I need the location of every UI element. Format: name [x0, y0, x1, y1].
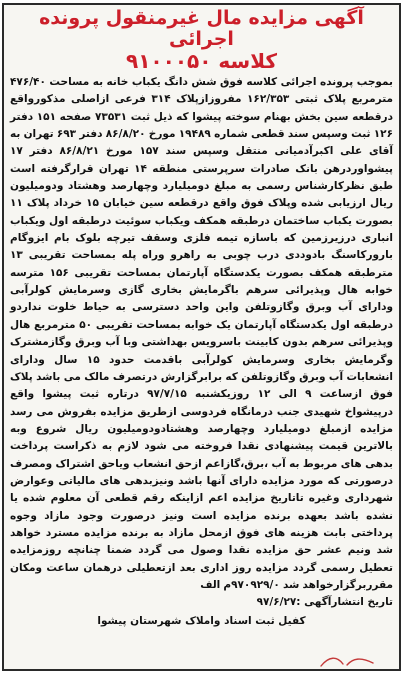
publication-date: تاریخ انتشارآگهی :۹۷/۶/۲۷: [256, 596, 393, 609]
notice-frame: [2, 3, 401, 671]
notice-headline: آگهی مزایده مال غیرمنقول پرونده اجرائی: [39, 7, 364, 50]
handwritten-pen-mark: [317, 654, 377, 668]
file-number: کلاسه ۹۱۰۰۰۵۰: [125, 49, 278, 73]
notice-body: بموجب پرونده اجرائی کلاسه فوق شش دانگ یکباب خانه به مساحت ۴۷۶/۴۰ مترمربع پلاک ثبتی ۱۶۲/۳۵۳ مفروزازپلاک ۳۱۴ فرعی ازاصلی مذکورواقع درقطعه سین بخش بهنام سوخته پیشوا که ذیل ثبت ۷۳۵۳۱ صفحه ۱۵۱ دفتر ۱۲۶ ثبت وسپس سند قطعی شماره ۱۹۴۸۹ مورخ ۸۶/۸/۲۰ دفتر ۶۹۳ تهران به آقای علی اکبرآدمیانی منتقل وسپس سند ۱۵۷ مورخ ۸۶/۸/۲۱ دفتر ۱۷ پیشواوردرهن بانک صادرات سرپرستی منطقه ۱۴ تهران قرارگرفته است طبق نظرکارشناس رسمی به مبلغ دومیلیارد وچهارصد وهشتاد ودومیلیون ریال ارزیابی شده وپلاک فوق واقع درقطعه سین خیابان ۱۵ خرداد پلاک ۱۱ بصورت یکباب ساختمان درطبقه همکف ویکباب سوئیت درطبقه اول ویکباب انباری درزیرزمین که باسازه تیمه فلزی وسقف تیرچه بلوک بام ایزوگام بارورکاسنگ بادوددی درب چوبی به راهرو وراه پله بمساحت تقریبی ۱۳ مترطبقه همکف بصورت یکدستگاه آپارتمان بمساحت تقریبی ۱۵۶ مترسه خوابه هال وپذیرائی سرهم باگرمایش بخاری گازی وسرمایش کولرآبی ودارای آب وبرق وگازوتلفن واین واحد دسترسی به حیاط خلوت نداردو درطبقه اول یکدستگاه آپارتمان یک خوابه بمساحت تقریبی ۵۰ مترمربع هال وپذیرائی سرهم بدون کابینت باسرویس بهداشتی وبا آب وبرق وگازمشترک وگرمایش بخاری وسرمایش کولرآبی باقدمت حدود ۱۵ سال ودارای انشعابات آب وبرق وگازوتلفن که برابرگزارش درتصرف مالک می باشد پلاک فوق ازساعت ۹ الی ۱۲ روزیکشنبه ۹۷/۷/۱۵ درتاره ثبت پیشوا واقع درپیشواخ شهیدی جنب درمانگاه فردوسی ازطریق مزایده بفروش می رسد مزایده ازمبلغ دومیلیارد وچهارصد وهشتادودومیلیون ریال شروع وبه بالاترین قیمت پیشنهادی نقدا فروخته می شود لازم به ذکراست پرداخت بدهی های مربوط به آب ،برق،گازاعم ازحق انشعاب وياحق اشتراک ومصرف درصورتی که مورد مزایده دارای آنها باشد ونیزبدهی های مالیاتی وعوارض شهرداری وغیره تاتاریخ مزایده اعم ازاینکه رقم قطعی آن معلوم شده یا نشده باشد بعهده برنده مزایده است ونیز درصورت وجود مازاد وجوه پرداختی بابت هزینه های فوق ازمحل مازاد به برنده مزایده مسترد خواهد شد ونیم عشر حق مزایده نقدا وصول می گردد ضمنا چنانچه روزمزایده تعطیل رسمی گردد مزایده روز اداری بعد ازتعطیلی درهمان ساعت ومکان مقرربرگزارخواهد شد ۹۷۰۹۲۹/۰م الف: [10, 76, 393, 591]
signature-line: کفیل ثبت اسناد واملاک شهرستان پیشوا: [97, 615, 306, 628]
